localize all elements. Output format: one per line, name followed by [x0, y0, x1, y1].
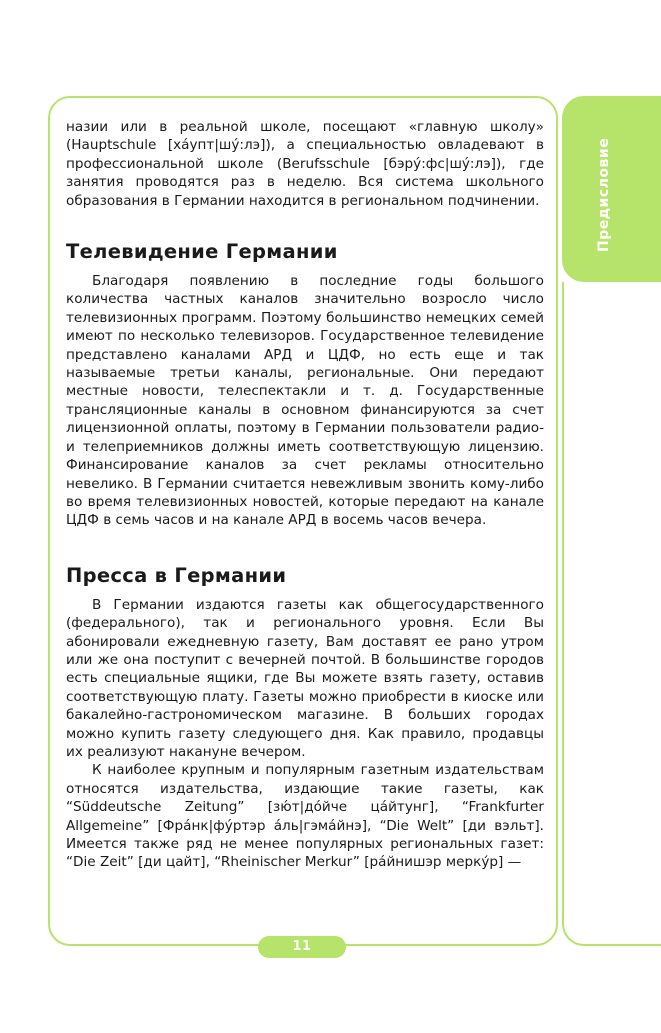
press-paragraph-1: В Германии издаются газеты как общегосударственного (федерального), так и регионального уровня. Если Вы абонировали ежедневную газету, Вам доставят ее рано утром или же она поступит с вечерней почтой. В большинстве городов есть специальные ящики, где Вы можете взять газету, оставив соответствующую плату. Газеты можно приобрести в киоске или бакалейно-гастрономическом магазине. В больших городах можно купить газету следующего дня. Как правило, продавцы их реализуют накануне вечером.: [66, 596, 544, 760]
heading-tv: Телевидение Германии: [66, 240, 338, 264]
tv-paragraph: Благодаря появлению в последние годы большого количества частных каналов значительно возросло число телевизионных программ. Поэтому большинство немецких семей имеют по несколько телевизоров. Государственное телевидение представлено каналами АРД и ЦДФ, но есть еще и так называемые третьи каналы, региональные. Они передают местные новости, телеспектакли и т. д. Государственные трансляционные каналы в основном финансируются за счет лицензионной оплаты, поэтому в Германии пользователи радио- и телеприемников должны иметь соответствующую лицензию. Финансирование каналов за счет рекламы относительно невелико. В Германии считается невежливым звонить кому-либо во время телевизионных новостей, которые передают на канале ЦДФ в семь часов и на канале АРД в восемь часов вечера.: [66, 273, 544, 529]
chapter-side-tab-label: Предисловие: [596, 137, 612, 252]
page-number: 11: [258, 936, 346, 958]
side-strip-border: [562, 282, 661, 946]
heading-press: Пресса в Германии: [66, 563, 287, 587]
intro-paragraph: назии или в реальной школе, посещают «главную школу» (Hauptschule [ха́упт|шу́:лэ]), а специальностью овладевают в профессиональной школе (Berufsschule [бэру́:фс|шу́:лэ]), где занятия проводятся раз в неделю. Вся система школьного образования в Германии находится в региональном подчинении.: [66, 119, 544, 209]
page-content: [66, 118, 544, 872]
press-paragraph-2: К наиболее крупным и популярным газетным издательствам относятся издательства, издающие такие газеты, как “Süddeutsche Zeitung” [зю́т|до́йче ца́йтунг], “Frankfurter Allgemeine” [Фра́нк|фу́ртэр а́ль|гэма́йнэ], “Die Welt” [ди вэльт]. Имеется также ряд не менее популярных региональных газет: “Die Zeit” [ди цайт], “Rheinischer Merkur” [ра́йнишэр меркýр] —: [66, 762, 544, 871]
